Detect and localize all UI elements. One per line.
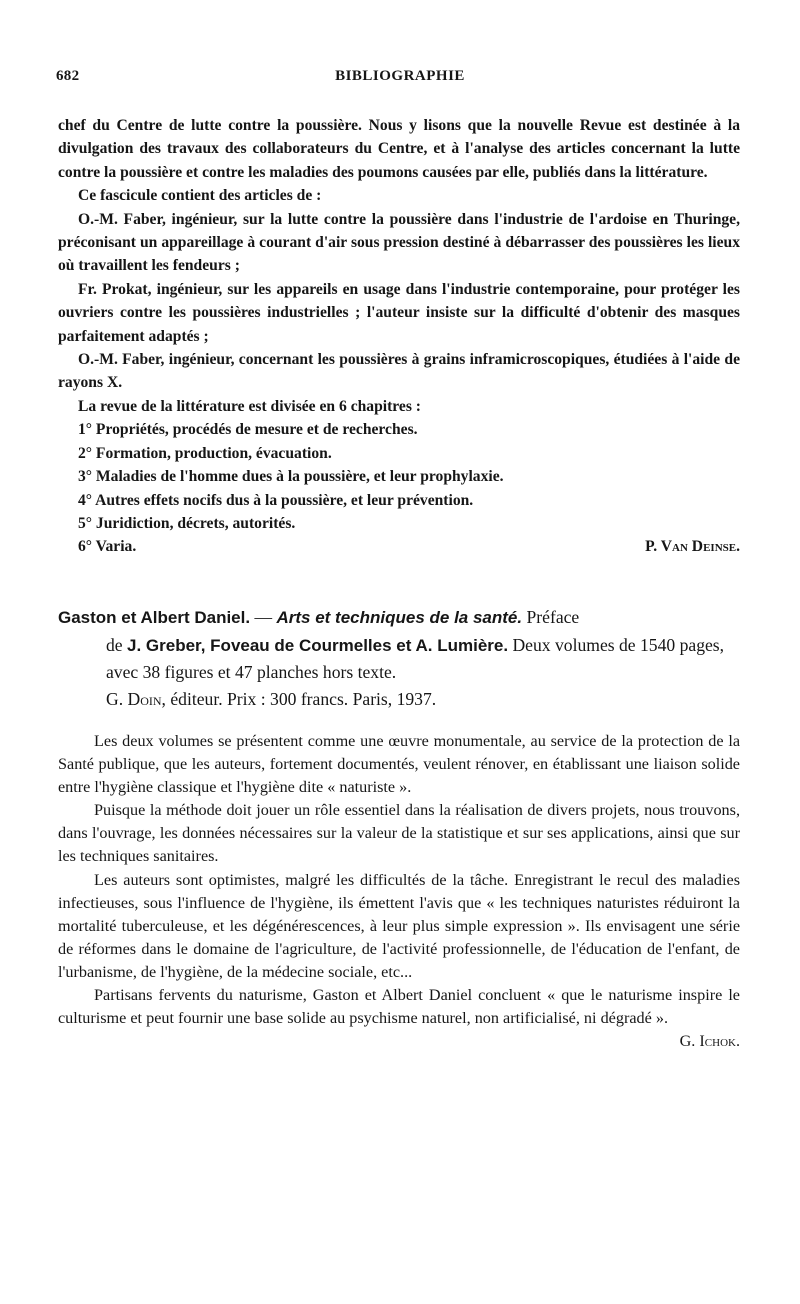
- bibliographic-entry: [58, 604, 748, 712]
- entry-continuation: [58, 632, 748, 686]
- chapter-item: 3° Maladies de l'homme dues à la poussière, et leur prophylaxie.: [78, 468, 504, 486]
- paragraph: Ce fascicule contient des articles de :: [78, 187, 322, 205]
- entry-title: Arts et techniques de la santé.: [276, 608, 523, 627]
- paragraph: Puisque la méthode doit jouer un rôle essentiel dans la réalisation de divers projets, nous trouvons, dans l'ouvrage, les données nécessaires sur la valeur de la statistique et sur ses applications, ainsi que sur les techniques sanitaires.: [58, 801, 740, 866]
- entry-preface-de: de: [106, 634, 128, 655]
- entry-publisher-line: [58, 686, 748, 713]
- entry-heading-line: [58, 604, 748, 632]
- entry-preface-label: Préface: [522, 607, 580, 627]
- paragraph: chef du Centre de lutte contre la poussière. Nous y lisons que la nouvelle Revue est destinée à la divulgation des travaux des collaborateurs du Centre, et à l'analyse des articles concernant la lutte contre la poussière et contre les maladies des poumons causées par elle, publiés dans la littérature.: [58, 117, 740, 181]
- chapter-list: [58, 418, 740, 535]
- entry-dash: —: [250, 607, 277, 627]
- entry-authors: Gaston et Albert Daniel.: [58, 608, 251, 627]
- chapter-item-last-with-signature: [58, 535, 740, 558]
- chapter-item: 1° Propriétés, procédés de mesure et de recherches.: [78, 421, 418, 439]
- review-arts-techniques: [58, 730, 740, 1053]
- chapter-item: 4° Autres effets nocifs dus à la poussière, et leur prévention.: [78, 491, 474, 509]
- paragraph: La revue de la littérature est divisée en 6 chapitres :: [78, 397, 422, 415]
- paragraph: Partisans fervents du naturisme, Gaston et Albert Daniel concluent « que le naturisme inspire le culturisme et peut fournir une base solide au psychisme naturel, non artificialisé, ni dégradé ».: [58, 986, 740, 1028]
- page-number: 682: [56, 68, 80, 84]
- paragraph: O.-M. Faber, ingénieur, sur la lutte contre la poussière dans l'industrie de l'ardoise en Thuringe, préconisant un appareillage à courant d'air sous pression destiné à débarrasser des poussières les lieux où travaillent les fendeurs ;: [58, 210, 740, 275]
- entry-publisher: G. Doin: [106, 688, 162, 709]
- chapter-item: 5° Juridiction, décrets, autorités.: [78, 514, 296, 532]
- running-title: BIBLIOGRAPHIE: [335, 68, 465, 84]
- reviewer-signature: G. Ichok.: [679, 1032, 740, 1051]
- review-dust-centre: [58, 114, 740, 559]
- running-header: [56, 68, 744, 88]
- signature-line: [58, 1030, 740, 1053]
- paragraph: O.-M. Faber, ingénieur, concernant les poussières à grains inframicroscopiques, étudiées à l'aide de rayons X.: [58, 351, 740, 392]
- reviewer-signature: P. Van Deinse.: [645, 538, 740, 556]
- entry-preface-names: J. Greber, Foveau de Courmelles et A. Lumière.: [127, 635, 509, 655]
- paragraph: Fr. Prokat, ingénieur, sur les appareils en usage dans l'industrie contemporaine, pour protéger les ouvriers contre les poussières industrielles ; l'auteur insiste sur la difficulté d'obtenir des masques parfaitement adaptés ;: [58, 280, 740, 345]
- chapter-item: 6° Varia.: [78, 538, 137, 556]
- paragraph: Les deux volumes se présentent comme une œuvre monumentale, au service de la protection de la Santé publique, que les auteurs, fortement documentés, veulent rénover, en établissant une liaison solide entre l'hygiène classique et l'hygiène dite « naturiste ».: [58, 732, 740, 797]
- entry-publisher-rest: , éditeur. Prix : 300 francs. Paris, 1937.: [161, 688, 437, 709]
- entry-details: Deux volumes de 1540 pages, avec 38 figures et 47 planches hors texte.: [106, 634, 725, 682]
- paragraph: Les auteurs sont optimistes, malgré les difficultés de la tâche. Enregistrant le recul des maladies infectieuses, sous l'influence de l'hygiène, ils émettent l'avis que « les techniques naturistes réduiront la mortalité tuberculeuse, et les dégénérescences, à leur plus simple expression ». Ils envisagent une série de réformes dans le domaine de l'agriculture, de l'activité professionnelle, de l'éducation de l'enfant, de l'urbanisme, de l'hygiène, de la médecine sociale, etc...: [58, 870, 740, 981]
- chapter-item: 2° Formation, production, évacuation.: [78, 444, 332, 462]
